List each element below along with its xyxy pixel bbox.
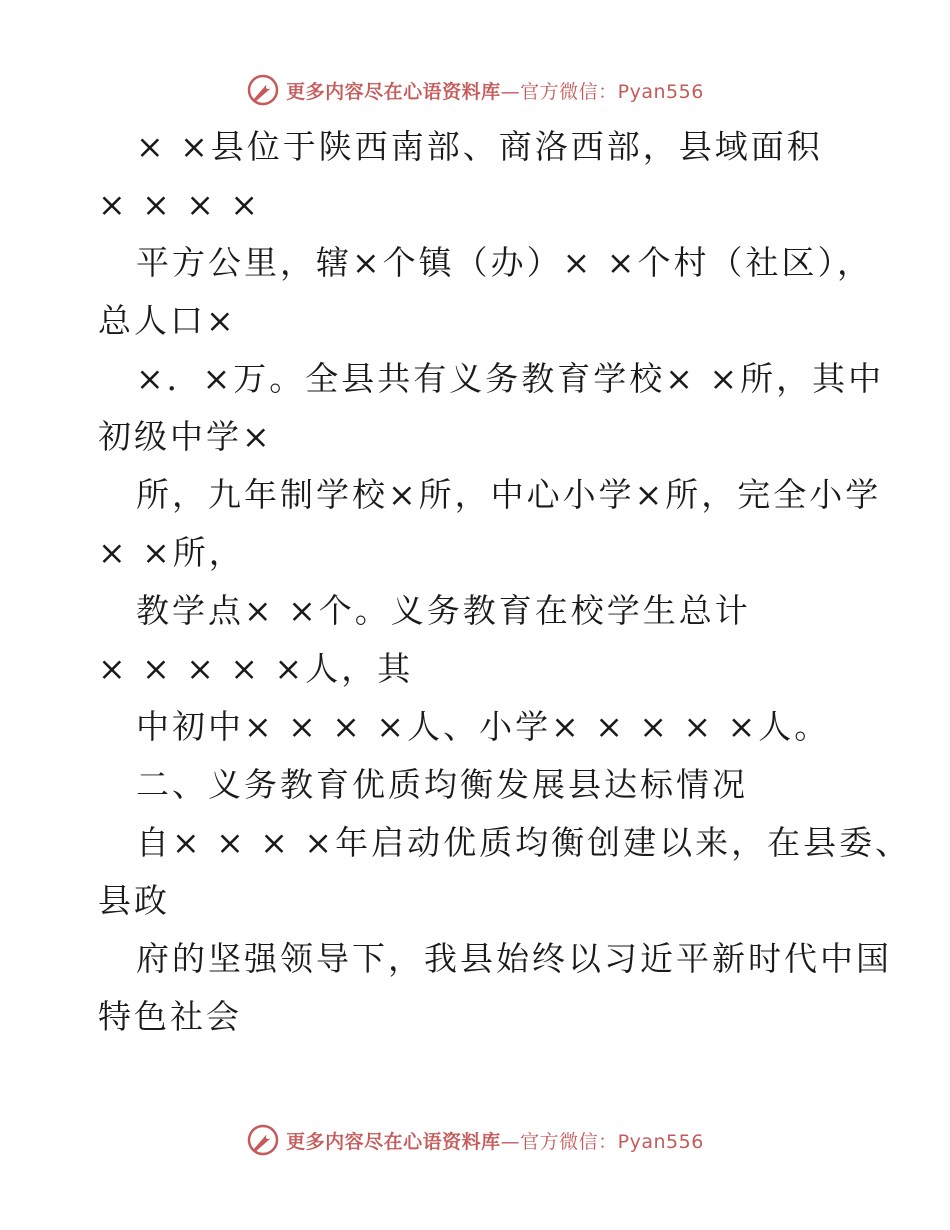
body-line: 府的坚强领导下，我县始终以习近平新时代中国 (136, 939, 892, 978)
footer-banner (0, 1120, 950, 1160)
pen-nib-circle-icon (246, 73, 280, 107)
pen-nib-circle-icon (246, 1123, 280, 1157)
body-line: 教学点× ×个。义务教育在校学生总计 (136, 591, 751, 630)
document-body (98, 118, 912, 1046)
body-line: 所，九年制学校×所，中心小学×所，完全小学 (136, 475, 882, 514)
section-heading: 二、义务教育优质均衡发展县达标情况 (136, 765, 748, 804)
body-line: 特色社会 (98, 997, 242, 1036)
body-line: 平方公里，辖×个镇（办）× ×个村（社区）， (136, 243, 873, 282)
header-banner-separator: — (500, 80, 521, 103)
footer-banner-main: 更多内容尽在心语资料库 (286, 1130, 501, 1153)
body-line: 中初中× × × ×人、小学× × × × ×人。 (136, 707, 831, 746)
body-line: × ×所， (98, 533, 245, 572)
body-line: 总人口× (98, 301, 237, 340)
body-line: ×．×万。全县共有义务教育学校× ×所，其中 (136, 359, 885, 398)
body-line: × × × × (98, 185, 262, 224)
body-line: 自× × × ×年启动优质均衡创建以来，在县委、 (136, 823, 912, 862)
header-banner-contact: 官方微信：Pyan556 (520, 80, 704, 103)
footer-banner-contact: 官方微信：Pyan556 (520, 1130, 704, 1153)
body-line: 县政 (98, 881, 170, 920)
body-line: × ×县位于陕西南部、商洛西部，县域面积 (136, 127, 823, 166)
header-banner (0, 70, 950, 110)
body-line: × × × × ×人，其 (98, 649, 414, 688)
body-line: 初级中学× (98, 417, 273, 456)
header-banner-text (286, 77, 704, 104)
footer-banner-text (286, 1127, 704, 1154)
footer-banner-separator: — (500, 1130, 521, 1153)
header-banner-main: 更多内容尽在心语资料库 (286, 80, 501, 103)
